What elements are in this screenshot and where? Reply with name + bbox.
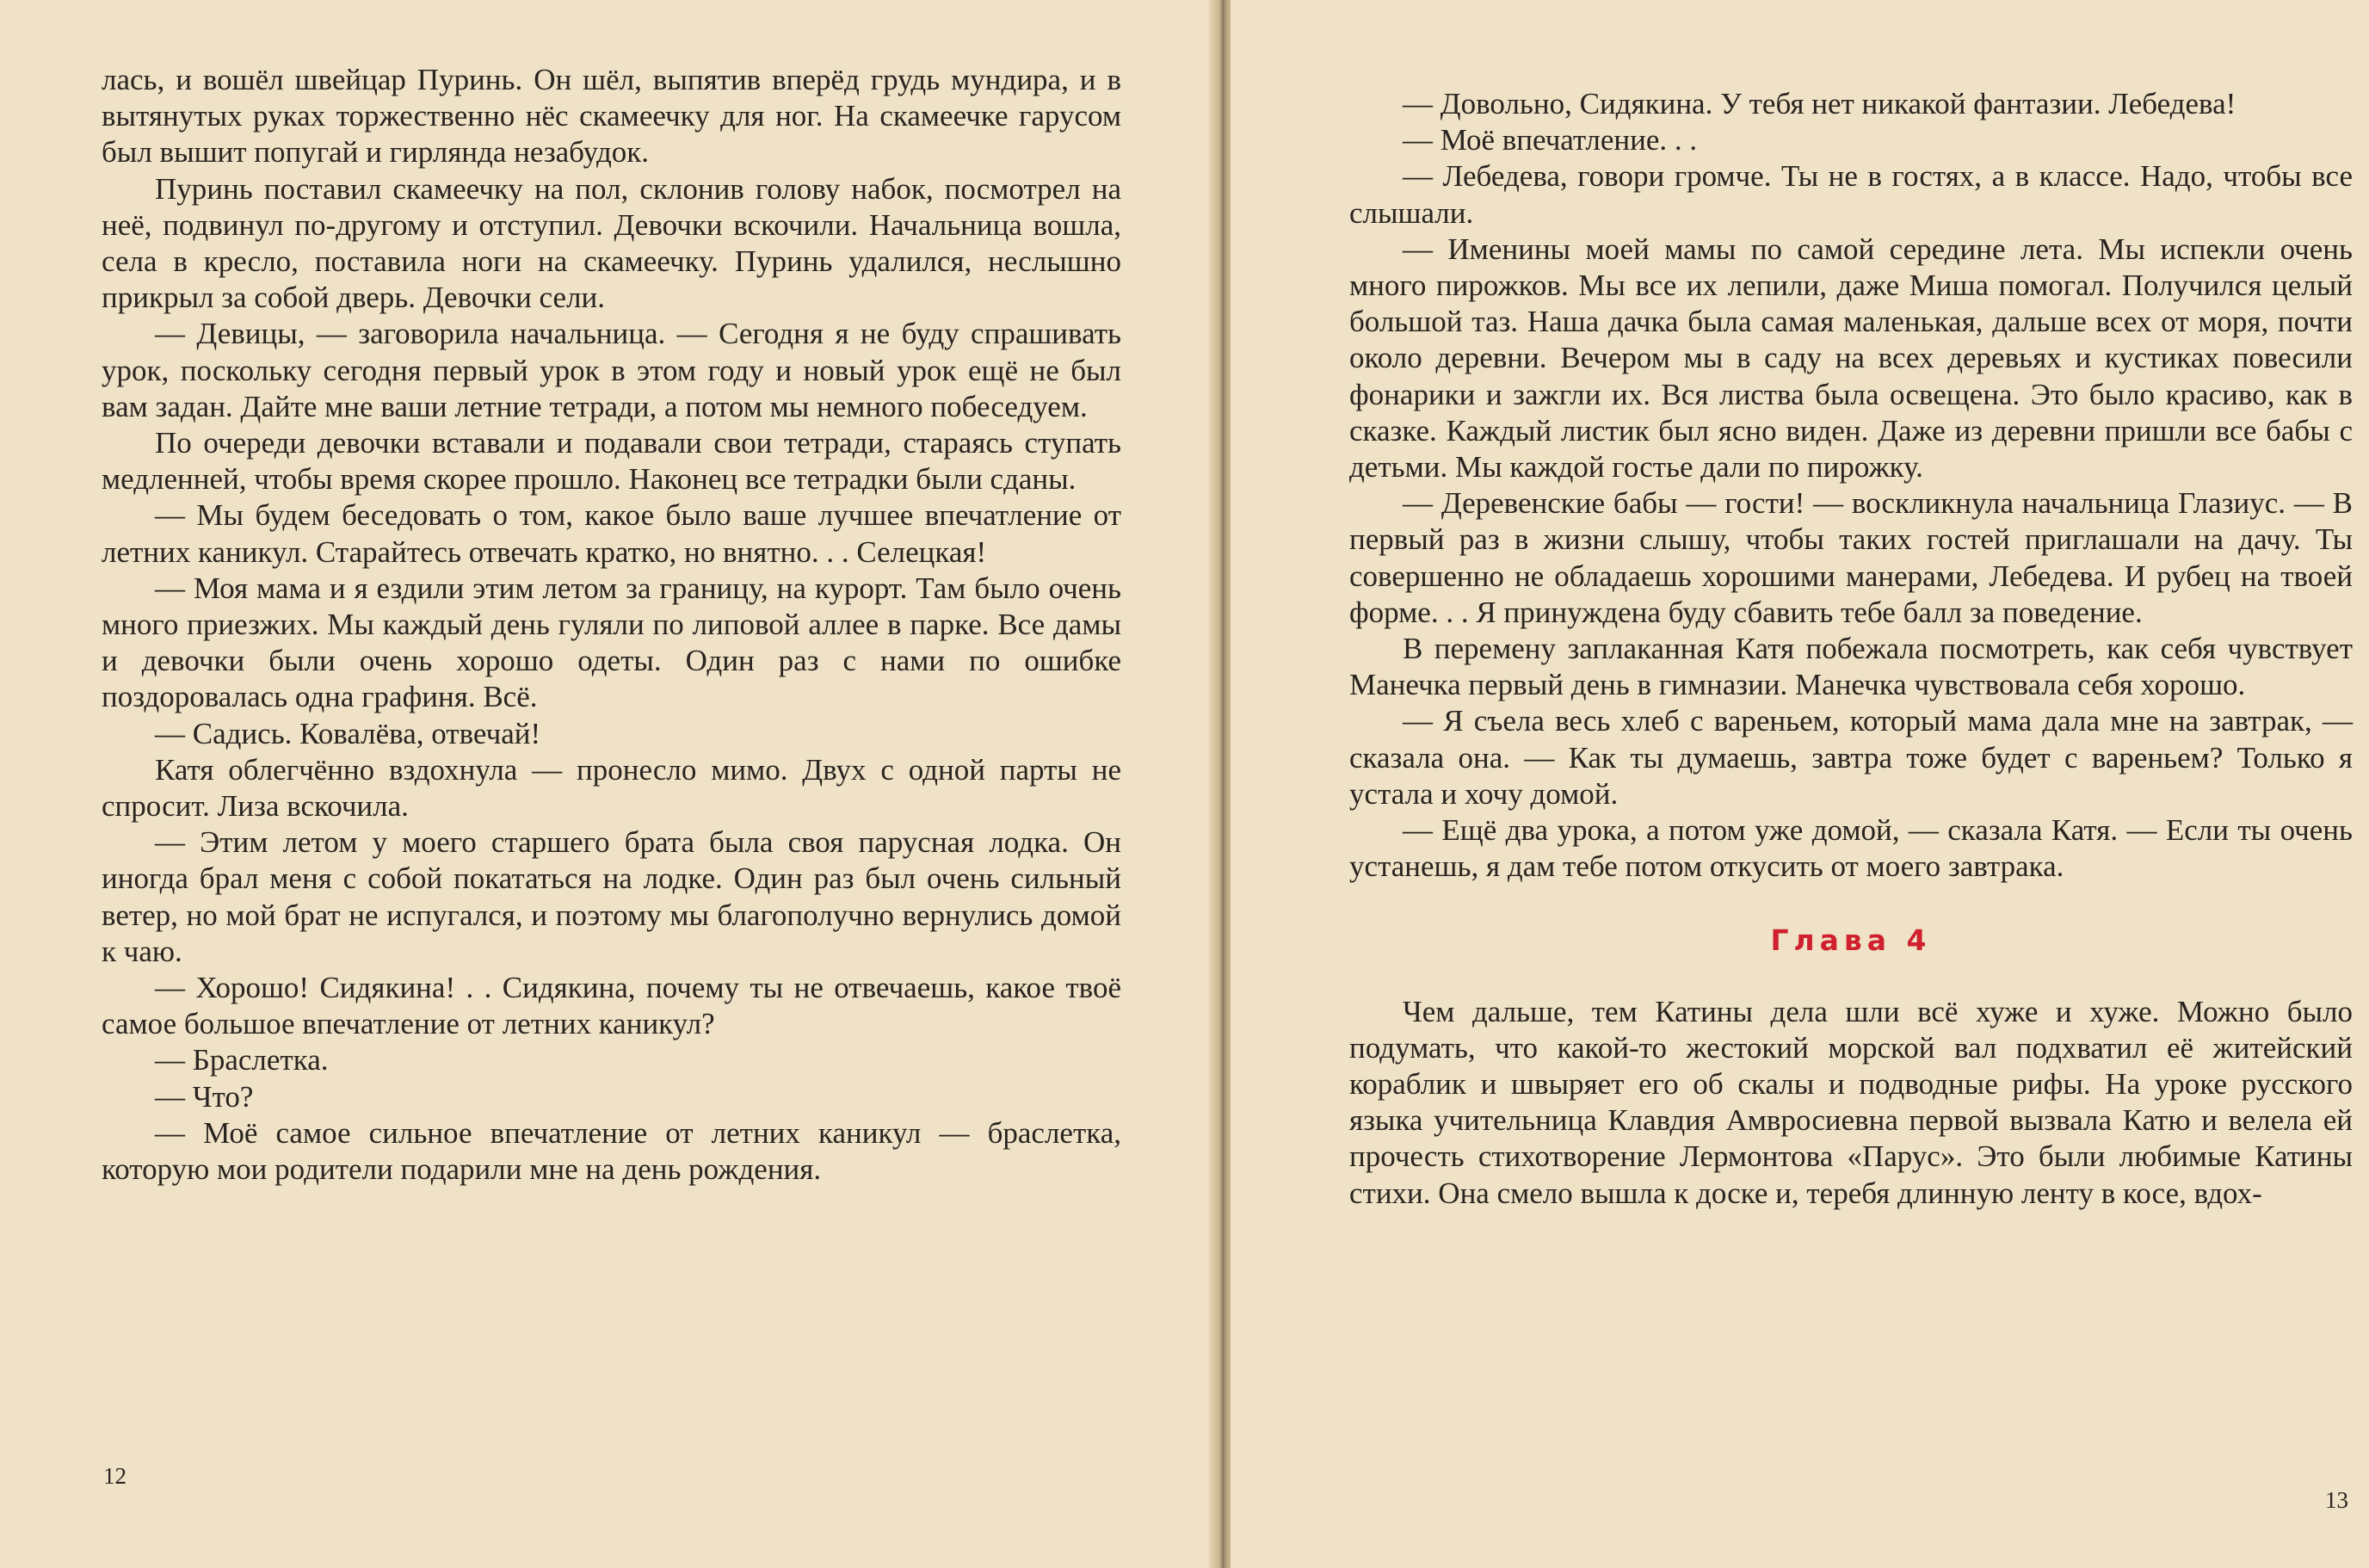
paragraph: — Ещё два урока, а потом уже домой, — сказала Катя. — Если ты очень устанешь, я дам тебе потом откусить от моего завтрака. xyxy=(1349,813,2353,884)
paragraph: — Мы будем беседовать о том, какое было ваше лучшее впечатление от летних каникул. Старайтесь отвечать кратко, но внятно. . . Селецкая! xyxy=(102,498,1121,569)
page-number: 13 xyxy=(2325,1487,2348,1513)
paragraph: — Этим летом у моего старшего брата была своя парусная лодка. Он иногда брал меня с собой покататься на лодке. Один раз был очень сильный ветер, но мой брат не испугался, и поэтому мы благополучно вернулись домой к чаю. xyxy=(102,825,1121,968)
paragraph: — Моё впечатление. . . xyxy=(1403,123,1698,157)
page-number: 12 xyxy=(103,1463,126,1489)
paragraph: Чем дальше, тем Катины дела шли всё хуже и хуже. Можно было подумать, что какой-то жестокий морской вал подхватил её житейский кораблик и швыряет его об скалы и подводные рифы. На уроке русского языка учительница Клавдия Амвросиевна первой вызвала Катю и велела ей прочесть стихотворение Лермонтова «Парус». Это были любимые Катины стихи. Она смело вышла к доске и, теребя длинную ленту в косе, вдох- xyxy=(1349,994,2353,1210)
paragraph: — Именины моей мамы по самой середине лета. Мы испекли очень много пирожков. Мы все их лепили, даже Миша помогал. Получился целый большой таз. Наша дачка была самая маленькая, дальше всех от моря, почти около деревни. Вечером мы в саду на всех деревьях и кустиках повесили фонарики и зажгли их. Вся листва была освещена. Это было красиво, как в сказке. Каждый листик был ясно виден. Даже из деревни пришли все бабы с детьми. Мы каждой гостье дали по пирожку. xyxy=(1349,231,2353,485)
left-page-text xyxy=(102,62,1121,1188)
paragraph: — Хорошо! Сидякина! . . Сидякина, почему ты не отвечаешь, какое твоё самое большое впечатление от летних каникул? xyxy=(102,971,1121,1041)
paragraph: В перемену заплаканная Катя побежала посмотреть, как себя чувствует Манечка первый день в гимназии. Манечка чувствовала себя хорошо. xyxy=(1349,632,2353,702)
paragraph: — Я съела весь хлеб с вареньем, который мама дала мне на завтрак, — сказала она. — Как ты думаешь, завтра тоже будет с вареньем? Только я устала и хочу домой. xyxy=(1349,704,2353,811)
paragraph: — Что? xyxy=(155,1079,254,1114)
paragraph: — Девицы, — заговорила начальница. — Сегодня я не буду спрашивать урок, поскольку сегодня первый урок в этом году и новый урок ещё не был вам задан. Дайте мне ваши летние тетради, а потом мы немного побеседуем. xyxy=(102,317,1121,423)
paragraph: — Моё самое сильное впечатление от летних каникул — браслетка, которую мои родители подарили мне на день рождения. xyxy=(102,1115,1121,1187)
paragraph: лась, и вошёл швейцар Пуринь. Он шёл, выпятив вперёд грудь мундира, и в вытянутых руках торжественно нёс скамеечку для ног. На скамеечке гарусом был вышит попугай и гирлянда незабудок. xyxy=(102,63,1121,170)
paragraph: — Садись. Ковалёва, отвечай! xyxy=(155,716,541,750)
chapter-heading: Глава 4 xyxy=(1770,923,1932,958)
paragraph: Катя облегчённо вздохнула — пронесло мимо. Двух с одной парты не спросит. Лиза вскочила. xyxy=(102,752,1121,824)
paragraph: — Довольно, Сидякина. У тебя нет никакой фантазии. Лебедева! xyxy=(1403,87,2236,120)
paragraph: — Моя мама и я ездили этим летом за границу, на курорт. Там было очень много приезжих. Мы каждый день гуляли по липовой аллее в парке. Все дамы и девочки были очень хорошо одеты. Один раз с нами по ошибке поздоровалась одна графиня. Всё. xyxy=(102,571,1121,714)
right-page xyxy=(1231,0,2369,1568)
paragraph: Пуринь поставил скамеечку на пол, склонив голову набок, посмотрел на неё, подвинул по-другому и отступил. Девочки вскочили. Начальница вошла, села в кресло, поставила ноги на скамеечку. Пуринь удалился, неслышно прикрыл за собой дверь. Девочки сели. xyxy=(102,171,1121,315)
right-page-text xyxy=(1349,86,2353,1212)
paragraph: — Браслетка. xyxy=(155,1043,329,1077)
paragraph: — Деревенские бабы — гости! — воскликнула начальница Глазиус. — В первый раз в жизни слышу, чтобы таких гостей приглашали на дачу. Ты совершенно не обладаешь хорошими манерами, Лебедева. И рубец на твоей форме. . . Я принуждена буду сбавить тебе балл за поведение. xyxy=(1349,486,2353,629)
paragraph: — Лебедева, говори громче. Ты не в гостях, а в классе. Надо, чтобы все слышали. xyxy=(1349,159,2353,230)
paragraph: По очереди девочки вставали и подавали свои тетради, стараясь ступать медленней, чтобы время скорее прошло. Наконец все тетрадки были сданы. xyxy=(102,426,1121,497)
